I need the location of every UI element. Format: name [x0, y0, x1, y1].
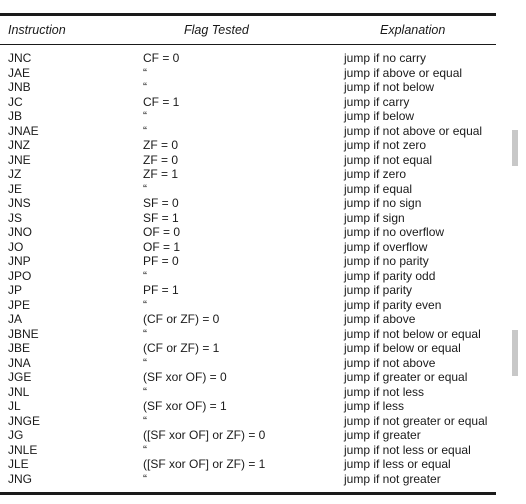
header-rule — [0, 44, 496, 45]
page-edge-mark — [512, 330, 518, 376]
cell-explanation: jump if no sign — [344, 196, 422, 210]
cell-instruction: JNG — [8, 471, 32, 486]
table-row — [0, 399, 496, 414]
cell-instruction: JNP — [8, 254, 31, 268]
cell-flag-tested: “ — [143, 65, 147, 80]
cell-explanation: jump if parity — [344, 283, 413, 297]
cell-explanation: jump if not less — [344, 384, 425, 399]
cell-flag-tested: “ — [143, 442, 147, 457]
cell-instruction: JO — [8, 239, 24, 254]
cell-flag-tested: PF = 0 — [143, 254, 179, 268]
table-row — [0, 283, 496, 298]
table-body — [0, 51, 496, 486]
table-row — [0, 211, 496, 226]
cell-instruction: JZ — [8, 167, 22, 181]
cell-flag-tested: “ — [143, 384, 147, 399]
cell-flag-tested: “ — [143, 109, 147, 123]
cell-instruction: JNAE — [8, 123, 39, 138]
cell-flag-tested: “ — [143, 326, 147, 341]
cell-flag-tested: CF = 1 — [143, 94, 180, 109]
cell-flag-tested: SF = 1 — [143, 210, 179, 225]
table-row — [0, 95, 496, 110]
cell-instruction: JL — [8, 399, 21, 413]
cell-instruction: JPE — [8, 297, 31, 312]
cell-flag-tested: (CF or ZF) = 0 — [143, 312, 220, 326]
cell-flag-tested: “ — [143, 123, 147, 138]
table-row — [0, 167, 496, 182]
cell-flag-tested: “ — [143, 471, 147, 486]
table-row — [0, 240, 496, 255]
header-flag-tested: Flag Tested — [184, 23, 249, 37]
cell-flag-tested: “ — [143, 355, 147, 370]
cell-explanation: jump if greater — [344, 428, 421, 442]
cell-instruction: JPO — [8, 268, 32, 283]
cell-explanation: jump if equal — [344, 181, 413, 196]
table-row — [0, 385, 496, 400]
cell-explanation: jump if below — [344, 109, 415, 123]
cell-flag-tested: “ — [143, 297, 147, 312]
cell-explanation: jump if above — [344, 312, 416, 326]
table-row — [0, 443, 496, 458]
cell-explanation: jump if sign — [344, 210, 405, 225]
cell-explanation: jump if not above — [344, 355, 436, 370]
cell-flag-tested: ZF = 1 — [143, 167, 179, 181]
table-row — [0, 225, 496, 240]
table-row — [0, 472, 496, 487]
table-row — [0, 153, 496, 168]
cell-explanation: jump if not below — [344, 80, 435, 94]
cell-flag-tested: ([SF xor OF] or ZF) = 1 — [143, 457, 266, 471]
cell-instruction: JE — [8, 181, 23, 196]
cell-explanation: jump if less or equal — [344, 457, 451, 471]
cell-flag-tested: (CF or ZF) = 1 — [143, 341, 220, 355]
cell-flag-tested: CF = 0 — [143, 51, 180, 65]
cell-instruction: JG — [8, 428, 24, 442]
table-row — [0, 457, 496, 472]
table-row — [0, 356, 496, 371]
cell-instruction: JNA — [8, 355, 31, 370]
cell-flag-tested: OF = 1 — [143, 239, 181, 254]
cell-explanation: jump if parity odd — [344, 268, 436, 283]
cell-explanation: jump if parity even — [344, 297, 442, 312]
table-row — [0, 124, 496, 139]
cell-flag-tested: “ — [143, 181, 147, 196]
cell-explanation: jump if carry — [344, 94, 410, 109]
table-row — [0, 370, 496, 385]
cell-explanation: jump if not equal — [344, 152, 433, 167]
cell-instruction: JNB — [8, 80, 31, 94]
table-row — [0, 66, 496, 81]
cell-explanation: jump if zero — [344, 167, 407, 181]
cell-instruction: JNLE — [8, 442, 38, 457]
table-row — [0, 269, 496, 284]
table-row — [0, 51, 496, 66]
cell-instruction: JNZ — [8, 138, 30, 152]
cell-flag-tested: ZF = 0 — [143, 152, 179, 167]
page-edge-mark — [512, 130, 518, 166]
cell-flag-tested: (SF xor OF) = 1 — [143, 399, 227, 413]
cell-explanation: jump if no parity — [344, 254, 429, 268]
cell-explanation: jump if below or equal — [344, 341, 461, 355]
cell-instruction: JLE — [8, 457, 29, 471]
cell-explanation: jump if no overflow — [344, 225, 445, 239]
cell-flag-tested: “ — [143, 268, 147, 283]
cell-instruction: JC — [8, 94, 23, 109]
cell-flag-tested: (SF xor OF) = 0 — [143, 370, 227, 384]
bottom-rule — [0, 492, 496, 495]
header-instruction: Instruction — [8, 23, 66, 37]
cell-flag-tested: ([SF xor OF] or ZF) = 0 — [143, 428, 266, 442]
table-row — [0, 327, 496, 342]
cell-instruction: JNO — [8, 225, 32, 239]
cell-explanation: jump if less — [344, 399, 405, 413]
cell-instruction: JAE — [8, 65, 31, 80]
cell-explanation: jump if not greater — [344, 471, 441, 486]
table-row — [0, 80, 496, 95]
cell-flag-tested: PF = 1 — [143, 283, 179, 297]
table-row — [0, 298, 496, 313]
cell-instruction: JNS — [8, 196, 31, 210]
cell-flag-tested: “ — [143, 413, 147, 428]
top-rule — [0, 13, 496, 16]
table-header — [0, 21, 496, 39]
cell-instruction: JNL — [8, 384, 30, 399]
cell-explanation: jump if not zero — [344, 138, 427, 152]
table-row — [0, 428, 496, 443]
table-row — [0, 196, 496, 211]
cell-flag-tested: SF = 0 — [143, 196, 179, 210]
cell-instruction: JNC — [8, 51, 32, 65]
cell-explanation: jump if not greater or equal — [344, 413, 488, 428]
cell-instruction: JA — [8, 312, 23, 326]
cell-instruction: JS — [8, 210, 23, 225]
cell-instruction: JBE — [8, 341, 31, 355]
cell-instruction: JNE — [8, 152, 31, 167]
cell-instruction: JBNE — [8, 326, 39, 341]
cell-explanation: jump if greater or equal — [344, 370, 468, 384]
cell-flag-tested: OF = 0 — [143, 225, 181, 239]
cell-explanation: jump if not less or equal — [344, 442, 471, 457]
cell-explanation: jump if above or equal — [344, 65, 463, 80]
cell-explanation: jump if overflow — [344, 239, 428, 254]
table-row — [0, 414, 496, 429]
cell-explanation: jump if not above or equal — [344, 123, 483, 138]
cell-explanation: jump if not below or equal — [344, 326, 481, 341]
cell-instruction: JGE — [8, 370, 32, 384]
cell-flag-tested: ZF = 0 — [143, 138, 179, 152]
table-row — [0, 341, 496, 356]
header-explanation: Explanation — [380, 23, 446, 37]
table-row — [0, 254, 496, 269]
table-row — [0, 312, 496, 327]
table-row — [0, 109, 496, 124]
cell-instruction: JP — [8, 283, 23, 297]
cell-instruction: JNGE — [8, 413, 41, 428]
table-row — [0, 138, 496, 153]
table-row — [0, 182, 496, 197]
cell-instruction: JB — [8, 109, 23, 123]
cell-explanation: jump if no carry — [344, 51, 427, 65]
cell-flag-tested: “ — [143, 80, 147, 94]
